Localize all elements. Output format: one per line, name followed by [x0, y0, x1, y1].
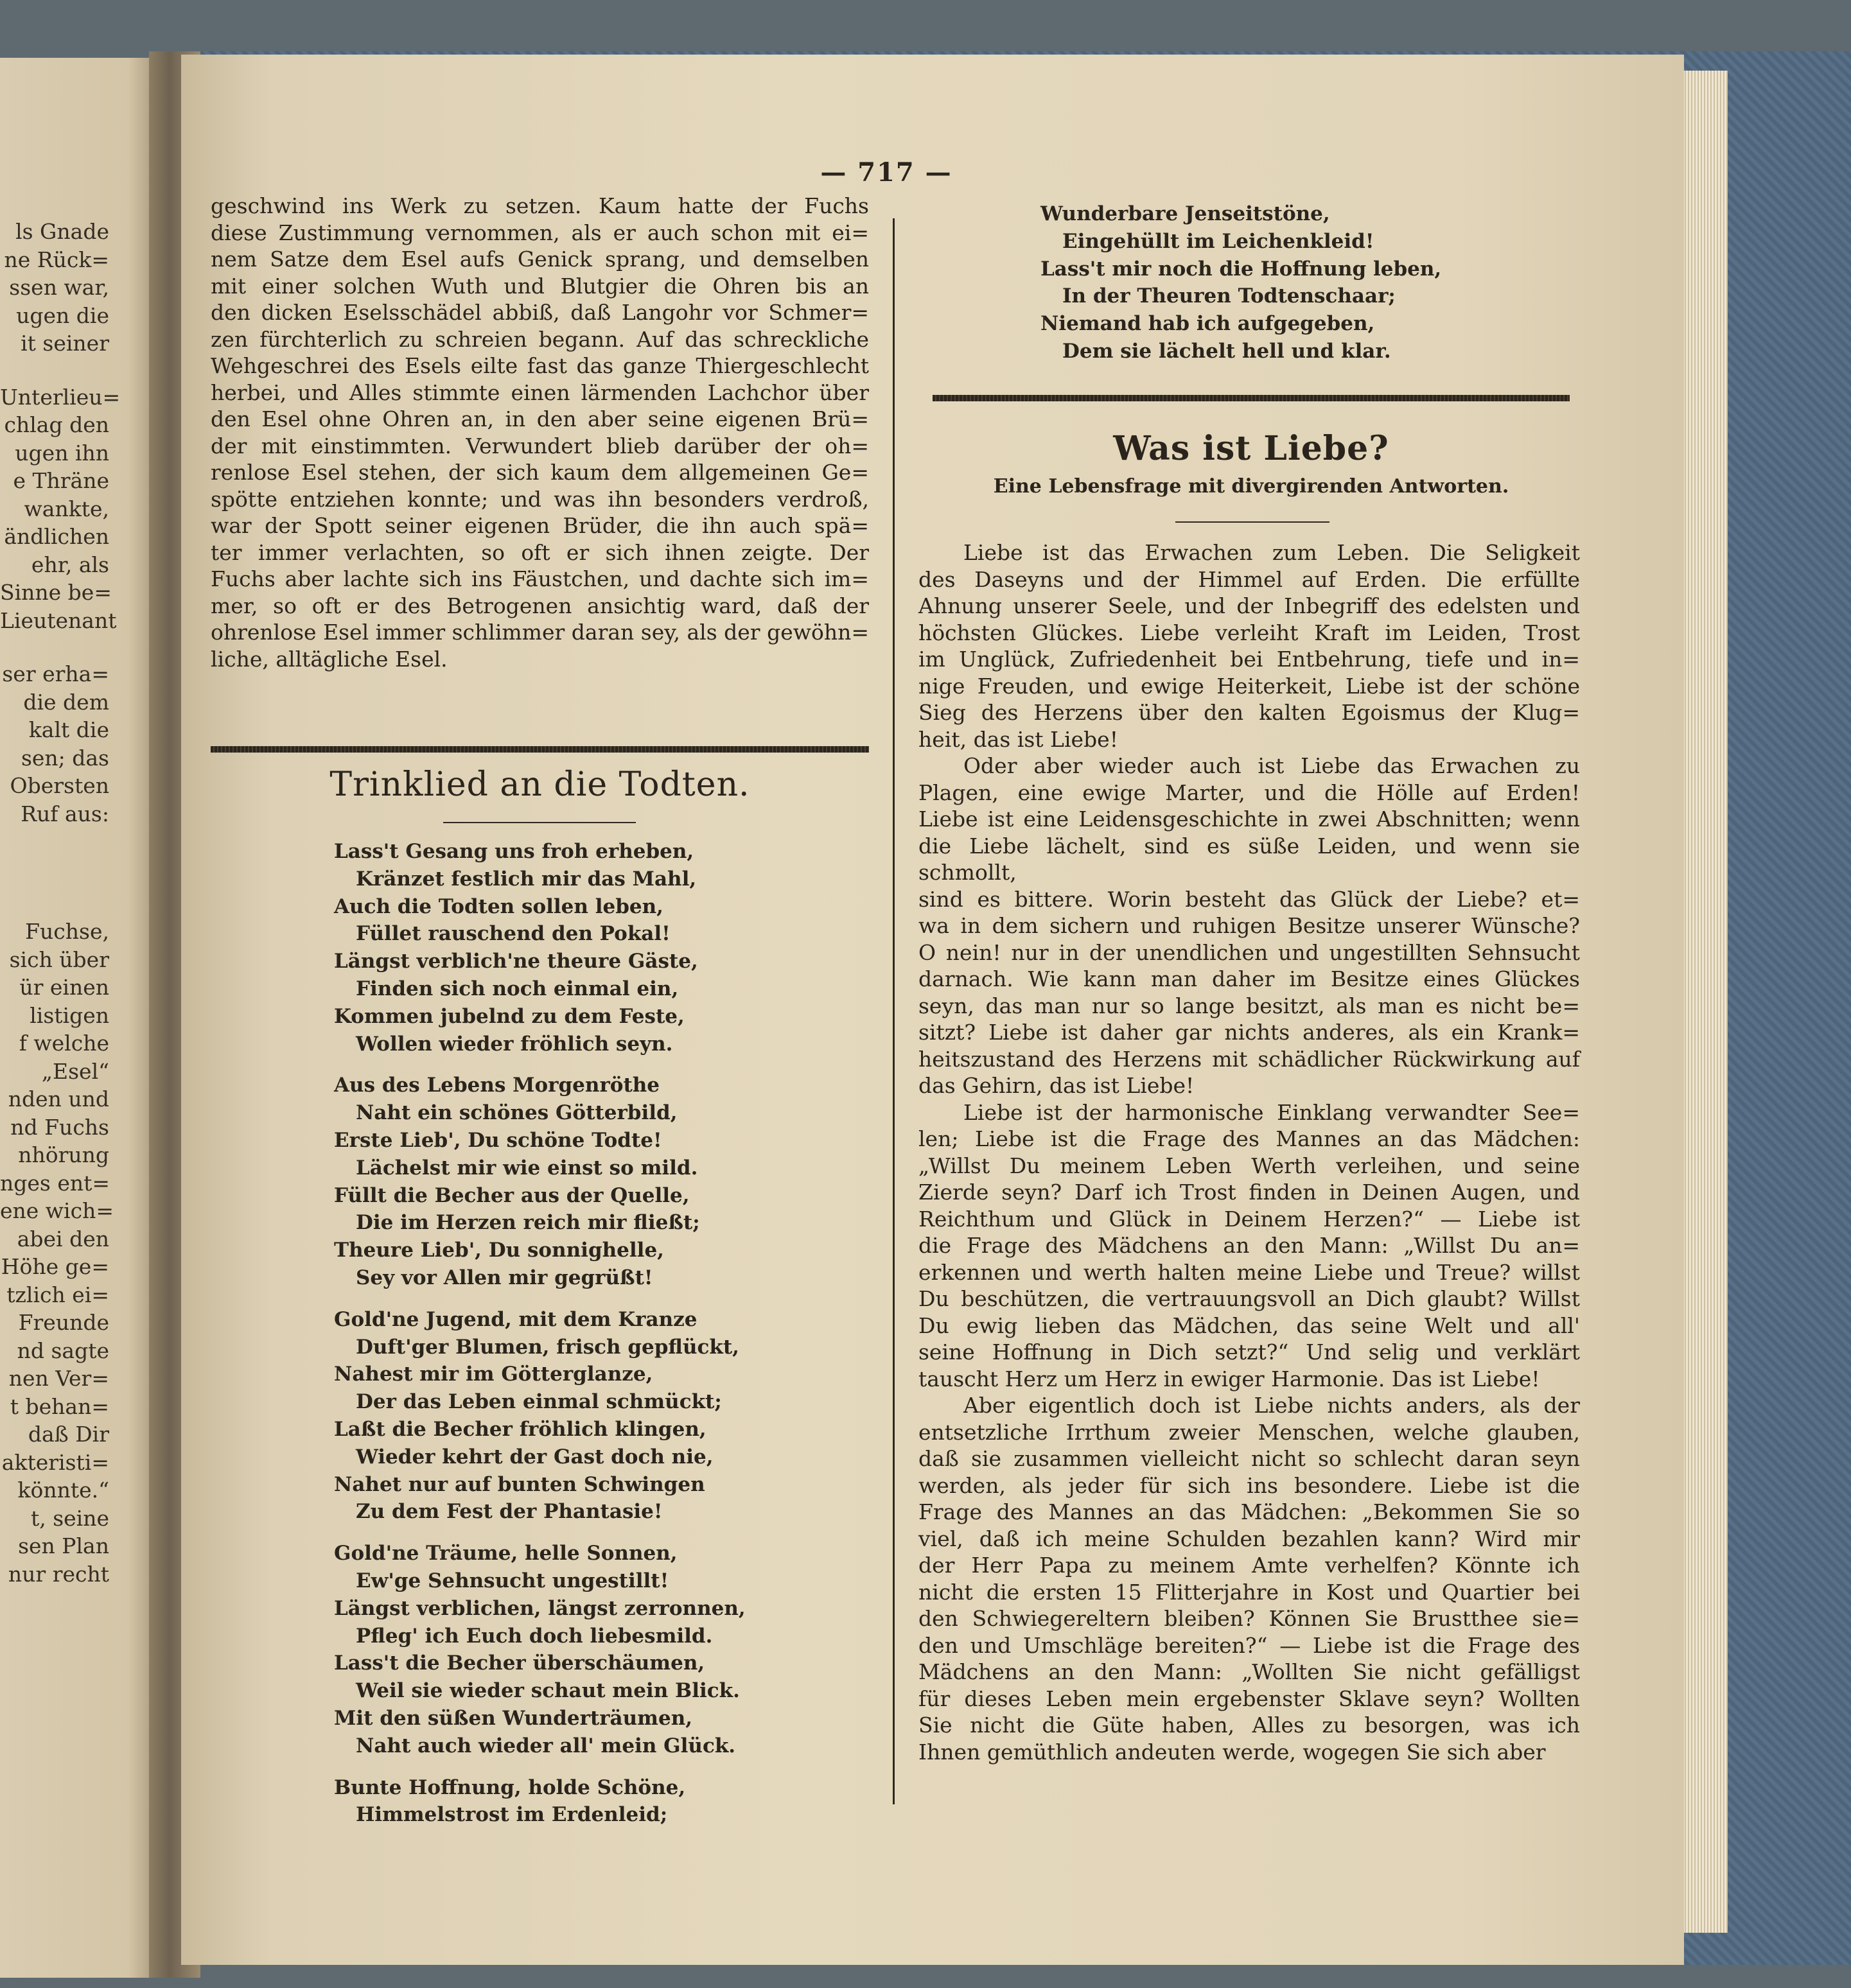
- left-page-fragment: t behan=: [10, 1393, 109, 1419]
- article-title: Was ist Liebe?: [1113, 429, 1389, 468]
- poem-line: Längst verblichen, längst zerronnen,: [334, 1596, 746, 1620]
- poem-line: Zu dem Fest der Phantasie!: [356, 1500, 663, 1524]
- article-body: [918, 539, 1580, 1765]
- left-page-fragment: die dem: [23, 689, 109, 715]
- article-paragraph: [918, 753, 1580, 1099]
- article-line: seine Hoffnung in Dich setzt?“ Und selig und verklärt: [918, 1339, 1580, 1365]
- left-page-fragment: Ruf aus:: [21, 801, 109, 826]
- article-paragraph: [918, 1392, 1580, 1765]
- poem-stanza: [334, 1540, 861, 1759]
- article-line: seyn, das man nur so lange besitzt, als man es nicht be=: [918, 993, 1580, 1018]
- poem-title-rule: [443, 822, 636, 823]
- left-page-fragment: nur recht: [8, 1561, 109, 1587]
- article-line: Liebe ist das Erwachen zum Leben. Die Seligkeit: [963, 540, 1580, 565]
- poem-line: Längst verblich'ne theure Gäste,: [334, 950, 698, 973]
- article-paragraph: [918, 539, 1580, 753]
- left-page-fragment: Höhe ge=: [1, 1254, 109, 1279]
- left-page-fragment: ls Gnade: [15, 219, 109, 244]
- poem-line: Kommen jubelnd zu dem Feste,: [334, 1004, 685, 1028]
- prose-line: ter immer verlachten, so oft er sich ihnen zeigte. Der: [211, 539, 869, 565]
- poem-body: [334, 838, 861, 1843]
- article-line: nige Freuden, und ewige Heiterkeit, Liebe ist der schöne: [918, 673, 1580, 699]
- poem-line: Aus des Lebens Morgenröthe: [334, 1074, 660, 1097]
- left-page-fragment: tzlich ei=: [6, 1282, 109, 1307]
- page-number: — 717 —: [820, 157, 952, 187]
- poem-line: Nahest mir im Götterglanze,: [334, 1363, 653, 1386]
- poem-line: Wollen wieder fröhlich seyn.: [356, 1032, 673, 1056]
- article-line: darnach. Wie kann man daher im Besitze eines Glückes: [918, 966, 1580, 991]
- article-line: Du beschützen, die vertrauungsvoll an Dich glaubt? Willst: [918, 1286, 1580, 1311]
- left-page-fragment: daß Dir: [28, 1422, 109, 1447]
- article-line: tauscht Herz um Herz in ewiger Harmonie. Das ist Liebe!: [918, 1366, 1540, 1391]
- left-page-fragment: könnte.“: [17, 1478, 109, 1503]
- left-page-fragment: Fuchse,: [25, 919, 109, 944]
- prose-line: liche, alltägliche Esel.: [211, 646, 448, 672]
- poem-line: Nahet nur auf bunten Schwingen: [334, 1472, 705, 1496]
- left-page-fragment: ser erha=: [2, 661, 109, 686]
- article-line: erkennen und werth halten meine Liebe und Treue? willst: [918, 1259, 1580, 1285]
- article-line: Ahnung unserer Seele, und der Inbegriff des edelsten und: [918, 593, 1580, 618]
- prose-line: renlose Esel stehen, der sich kaum dem allgemeinen Ge=: [211, 460, 869, 485]
- article-line: entsetzliche Irrthum zweier Menschen, welche glauben,: [918, 1419, 1580, 1445]
- poem-line: Lächelst mir wie einst so mild.: [356, 1156, 698, 1180]
- article-line: nicht die ersten 15 Flitterjahre in Kost und Quartier bei: [918, 1579, 1580, 1605]
- left-page-fragment: kalt die: [28, 717, 109, 742]
- column-separator: [893, 218, 895, 1804]
- left-page-fragment: sen; das: [21, 745, 109, 771]
- poem-line: Finden sich noch einmal ein,: [356, 977, 679, 1000]
- left-page-fragment: ür einen: [19, 975, 109, 1000]
- poem-line: Wieder kehrt der Gast doch nie,: [356, 1445, 714, 1469]
- article-line: Reichthum und Glück in Deinem Herzen?“ — Liebe ist: [918, 1206, 1580, 1232]
- poem-ending: [1040, 200, 1619, 365]
- prose-line: ohrenlose Esel immer schlimmer daran sey, als der gewöhn=: [211, 620, 869, 645]
- poem-line: Lass't die Becher überschäumen,: [334, 1652, 705, 1675]
- article-line: höchsten Glückes. Liebe verleiht Kraft im Leiden, Trost: [918, 620, 1580, 645]
- article-line: viel, daß ich meine Schulden bezahlen kann? Wird mir: [918, 1526, 1580, 1551]
- left-page-fragment: f welche: [19, 1031, 109, 1056]
- article-line: für dieses Leben mein ergebenster Sklave seyn? Wollten: [918, 1686, 1580, 1711]
- article-line: len; Liebe ist die Frage des Mannes an das Mädchen:: [918, 1126, 1580, 1151]
- article-line: „Willst Du meinem Leben Werth verleihen, und seine: [918, 1153, 1580, 1178]
- left-page-fragment: e Thräne: [13, 468, 109, 493]
- prose-line: war der Spott seiner eigenen Brüder, die ihn auch spä=: [211, 513, 869, 538]
- poem-line: Theure Lieb', Du sonnighelle,: [334, 1239, 664, 1262]
- article-line: werden, als jeder für sich ins besondere. Liebe ist die: [918, 1472, 1580, 1498]
- poem-line: Erste Lieb', Du schöne Todte!: [334, 1128, 662, 1152]
- poem-title: Trinklied an die Todten.: [329, 765, 750, 804]
- poem-line: Sey vor Allen mir gegrüßt!: [356, 1266, 653, 1289]
- left-page-fragment: wankte,: [24, 496, 109, 521]
- left-page-fragment: ene wich=: [0, 1198, 114, 1223]
- left-page-fragment: Freunde: [18, 1310, 109, 1335]
- article-line: Frage des Mannes an das Mädchen: „Bekommen Sie so: [918, 1499, 1580, 1524]
- left-page-fragment: it seiner: [21, 331, 109, 356]
- poem-line: Lass't Gesang uns froh erheben,: [334, 840, 694, 863]
- left-page-fragment: ugen ihn: [15, 440, 109, 466]
- poem-line: Der das Leben einmal schmückt;: [356, 1390, 722, 1414]
- article-line: heitszustand des Herzens mit schädlicher Rückwirkung auf: [918, 1046, 1580, 1072]
- section-divider-right: [933, 395, 1570, 401]
- left-page-fragment: Unterlieu=: [0, 384, 121, 410]
- article-line: Zierde seyn? Darf ich Trost finden in Deinen Augen, und: [918, 1180, 1580, 1205]
- article-subtitle: Eine Lebensfrage mit divergirenden Antworten.: [993, 475, 1509, 498]
- article-line: sind es bittere. Worin besteht das Glück der Liebe? et=: [918, 886, 1580, 912]
- left-page-fragment: ändlichen: [4, 524, 109, 549]
- poem-line: Gold'ne Träume, helle Sonnen,: [334, 1542, 678, 1565]
- poem-line: Laßt die Becher fröhlich klingen,: [334, 1417, 706, 1441]
- poem-stanza: [334, 1072, 861, 1291]
- poem-line: Ew'ge Sehnsucht ungestillt!: [356, 1569, 669, 1592]
- left-page-fragment: chlag den: [4, 412, 109, 437]
- left-page-fragment: nen Ver=: [8, 1366, 109, 1391]
- article-line: Liebe ist eine Leidensgeschichte in zwei Abschnitten; wenn: [918, 807, 1580, 832]
- left-page-fragment: sich über: [9, 946, 109, 972]
- prose-line: zen fürchterlich zu schreien begann. Auf das schreckliche: [211, 326, 869, 352]
- left-page-fragment: Lieutenant: [0, 607, 117, 633]
- left-page-fragment: „Esel“: [41, 1058, 109, 1084]
- left-page: [0, 58, 161, 1978]
- article-line: heit, das ist Liebe!: [918, 726, 1118, 752]
- prose-line: mit einer solchen Wuth und Blutgier die Ohren bis an: [211, 273, 869, 299]
- poem-line: Naht ein schönes Götterbild,: [356, 1101, 678, 1125]
- poem-stanza: [334, 838, 861, 1058]
- left-page-fragment: abei den: [17, 1226, 109, 1251]
- poem-line: Bunte Hoffnung, holde Schöne,: [334, 1775, 686, 1799]
- left-page-fragment: ugen die: [16, 302, 109, 328]
- poem-line: Wunderbare Jenseitstöne,: [1040, 202, 1330, 225]
- poem-stanza: [334, 1774, 861, 1829]
- prose-line: herbei, und Alles stimmte einen lärmenden Lachchor über: [211, 379, 869, 405]
- poem-line: Mit den süßen Wunderträumen,: [334, 1706, 693, 1730]
- article-line: Oder aber wieder auch ist Liebe das Erwachen zu: [963, 753, 1580, 778]
- left-column-prose: [211, 193, 869, 672]
- article-line: das Gehirn, das ist Liebe!: [918, 1073, 1195, 1098]
- left-page-fragment: akteristi=: [1, 1449, 109, 1475]
- poem-line: Die im Herzen reich mir fließt;: [356, 1211, 700, 1235]
- poem-line: Niemand hab ich aufgegeben,: [1040, 312, 1375, 336]
- article-line: des Daseyns und der Himmel auf Erden. Die erfüllte: [918, 566, 1580, 592]
- prose-line: Wehgeschrei des Esels eilte fast das ganze Thiergeschlecht: [211, 353, 869, 378]
- prose-line: den dicken Eselsschädel abbiß, daß Langohr vor Schmer=: [211, 300, 869, 325]
- article-line: die Frage des Mädchens an den Mann: „Willst Du an=: [918, 1233, 1580, 1258]
- left-page-fragment: ne Rück=: [4, 247, 109, 272]
- article-line: O nein! nur in der unendlichen und ungestillten Sehnsucht: [918, 939, 1580, 965]
- left-page-fragment: nd sagte: [17, 1338, 109, 1363]
- article-title-rule: [1175, 521, 1329, 523]
- article-line: Ihnen gemüthlich andeuten werde, wogegen Sie sich aber: [918, 1739, 1546, 1765]
- article-line: Sieg des Herzens über den kalten Egoismus der Klug=: [918, 700, 1580, 725]
- prose-line: geschwind ins Werk zu setzen. Kaum hatte der Fuchs: [211, 193, 869, 218]
- article-paragraph: [918, 1099, 1580, 1393]
- article-line: sitzt? Liebe ist daher gar nichts anderes, als ein Krank=: [918, 1020, 1580, 1045]
- prose-line: Fuchs aber lachte sich ins Fäustchen, und dachte sich im=: [211, 566, 869, 591]
- article-line: die Liebe lächelt, sind es süße Leiden, und wenn sie schmollt,: [918, 833, 1580, 885]
- left-page-fragment: nden und: [8, 1086, 109, 1112]
- left-page-fragment: Sinne be=: [0, 580, 112, 605]
- left-page-fragment: sen Plan: [18, 1533, 109, 1558]
- left-page-fragment: ehr, als: [31, 552, 109, 577]
- poem-line: Pfleg' ich Euch doch liebesmild.: [356, 1624, 713, 1648]
- article-line: den Schwiegereltern bleiben? Können Sie Brustthee sie=: [918, 1606, 1580, 1631]
- poem-line: Auch die Todten sollen leben,: [334, 894, 663, 918]
- section-divider-left: [211, 746, 869, 753]
- poem-line: Dem sie lächelt hell und klar.: [1062, 339, 1391, 363]
- left-page-fragment: ssen war,: [9, 275, 109, 300]
- prose-line: spötte entziehen konnte; und was ihn besonders verdroß,: [211, 486, 869, 512]
- poem-stanza: [334, 1306, 861, 1526]
- prose-line: mer, so oft er des Betrogenen ansichtig ward, daß der: [211, 593, 869, 618]
- poem-line: Lass't mir noch die Hoffnung leben,: [1040, 257, 1442, 281]
- poem-line: Himmelstrost im Erdenleid;: [356, 1803, 668, 1827]
- poem-line: Duft'ger Blumen, frisch gepflückt,: [356, 1335, 739, 1359]
- article-line: Plagen, eine ewige Marter, und die Hölle auf Erden!: [918, 780, 1580, 805]
- article-line: Liebe ist der harmonische Einklang verwandter See=: [963, 1099, 1580, 1125]
- left-page-fragment: nhörung: [18, 1142, 109, 1167]
- poem-line: Kränzet festlich mir das Mahl,: [356, 867, 697, 891]
- left-page-fragment: nd Fuchs: [10, 1114, 109, 1140]
- article-line: Mädchens an den Mann: „Wollten Sie nicht gefälligst: [918, 1659, 1580, 1684]
- article-line: wa in dem sichern und ruhigen Besitze unserer Wünsche?: [918, 913, 1580, 938]
- left-page-fragment: nges ent=: [0, 1170, 110, 1196]
- article-line: im Unglück, Zufriedenheit bei Entbehrung, tiefe und in=: [918, 647, 1580, 672]
- left-page-fragment: t, seine: [30, 1505, 109, 1531]
- prose-line: den Esel ohne Ohren an, in den aber seine eigenen Brü=: [211, 406, 869, 432]
- article-line: der Herr Papa zu meinem Amte verhelfen? Könnte ich: [918, 1553, 1580, 1578]
- prose-line: diese Zustimmung vernommen, als er auch schon mit ei=: [211, 220, 869, 245]
- article-line: Sie nicht die Güte haben, Alles zu besorgen, was ich: [918, 1713, 1580, 1738]
- prose-line: nem Satze dem Esel aufs Genick sprang, und demselben: [211, 247, 869, 272]
- poem-line: Gold'ne Jugend, mit dem Kranze: [334, 1307, 697, 1331]
- prose-line: der mit einstimmten. Verwundert blieb darüber der oh=: [211, 433, 869, 458]
- article-line: Du ewig lieben das Mädchen, das seine Welt und all': [918, 1312, 1580, 1338]
- poem-line: Eingehüllt im Leichenkleid!: [1062, 229, 1374, 253]
- poem-line: Füllet rauschend den Pokal!: [356, 922, 671, 946]
- article-line: daß sie zusammen vielleicht nicht so schlecht daran seyn: [918, 1446, 1580, 1471]
- article-line: den und Umschläge bereiten?“ — Liebe ist die Frage des: [918, 1632, 1580, 1658]
- left-page-fragment: listigen: [30, 1002, 109, 1028]
- poem-line: Füllt die Becher aus der Quelle,: [334, 1183, 690, 1207]
- poem-line: Naht auch wieder all' mein Glück.: [356, 1734, 736, 1757]
- poem-line: In der Theuren Todtenschaar;: [1062, 284, 1396, 308]
- poem-line: Weil sie wieder schaut mein Blick.: [356, 1679, 740, 1703]
- article-line: Aber eigentlich doch ist Liebe nichts anders, als der: [963, 1393, 1580, 1418]
- left-page-fragment: Obersten: [10, 773, 109, 798]
